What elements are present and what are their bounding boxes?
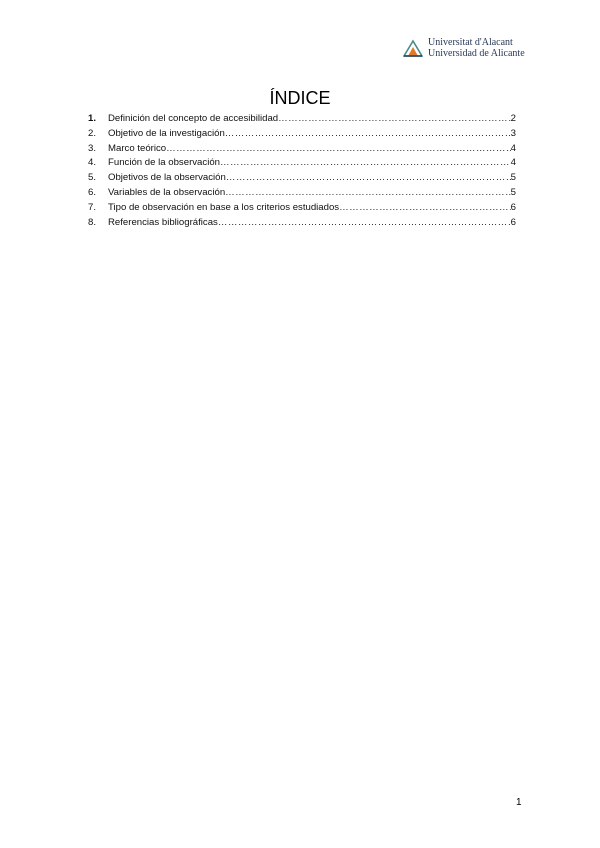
toc-item-2[interactable] xyxy=(88,127,516,142)
toc-leader-dots xyxy=(278,112,511,127)
toc-item-4[interactable] xyxy=(88,156,516,171)
toc-leader-dots xyxy=(166,142,511,157)
toc-item-number: 2. xyxy=(88,127,97,139)
logo-line-1: Universitat d'Alacant xyxy=(428,37,513,48)
toc-item-1[interactable] xyxy=(88,112,516,127)
toc-item-page: 5 xyxy=(510,186,516,198)
toc-leader-dots xyxy=(339,201,511,216)
toc-item-number: 3. xyxy=(88,142,97,154)
toc-leader-dots xyxy=(226,171,511,186)
university-logo-icon xyxy=(403,38,423,58)
page-title: ÍNDICE xyxy=(269,88,331,108)
toc-item-number: 1. xyxy=(88,113,97,124)
toc-item-title: Objetivo de la investigación xyxy=(108,127,225,139)
toc-item-number: 7. xyxy=(88,201,97,213)
toc-item-title: Definición del concepto de accesibilidad xyxy=(108,113,279,124)
toc-leader-dots xyxy=(220,156,511,171)
page-number: 1 xyxy=(516,797,522,808)
toc-item-title: Marco teórico xyxy=(108,142,167,154)
toc-item-page: 2 xyxy=(510,113,516,124)
toc-item-number: 8. xyxy=(88,216,97,228)
toc-item-number: 5. xyxy=(88,172,97,184)
toc-item-page: 5 xyxy=(510,172,516,184)
toc-item-page: 3 xyxy=(510,127,516,139)
toc-item-page: 6 xyxy=(510,201,516,213)
table-of-contents xyxy=(88,112,516,230)
toc-item-page: 4 xyxy=(510,157,516,169)
toc-leader-dots xyxy=(225,127,511,142)
toc-item-5[interactable] xyxy=(88,171,516,186)
toc-item-8[interactable] xyxy=(88,216,516,231)
logo-line-2: Universidad de Alicante xyxy=(428,48,525,59)
toc-item-7[interactable] xyxy=(88,201,516,216)
toc-item-title: Función de la observación xyxy=(108,157,220,169)
toc-item-title: Tipo de observación en base a los criterios estudiados xyxy=(108,201,340,213)
toc-leader-dots xyxy=(218,216,511,231)
toc-item-6[interactable] xyxy=(88,186,516,201)
toc-item-3[interactable] xyxy=(88,142,516,157)
toc-item-title: Objetivos de la observación xyxy=(108,172,226,184)
toc-leader-dots xyxy=(225,186,511,201)
toc-item-page: 4 xyxy=(510,142,516,154)
university-logo xyxy=(403,35,533,61)
toc-item-number: 4. xyxy=(88,157,97,169)
toc-item-page: 6 xyxy=(510,216,516,228)
toc-item-title: Referencias bibliográficas xyxy=(108,216,218,228)
toc-item-title: Variables de la observación xyxy=(108,186,226,198)
toc-item-number: 6. xyxy=(88,186,97,198)
